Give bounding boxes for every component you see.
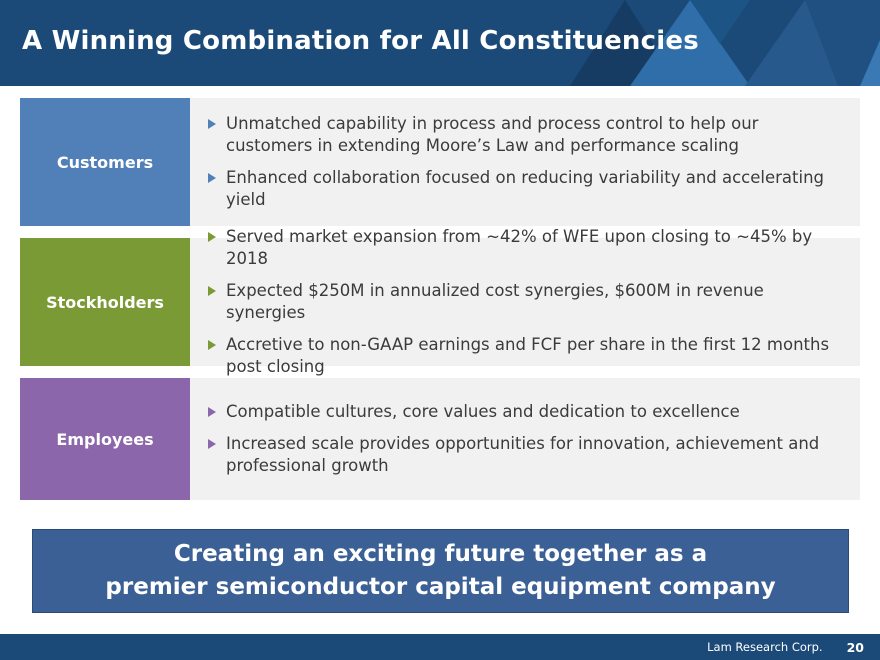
bullet-text: Increased scale provides opportunities for innovation, achievement and professional growth xyxy=(226,434,820,475)
section-body-stockholders xyxy=(190,227,860,376)
bullet-text: Accretive to non-GAAP earnings and FCF per share in the first 12 months post closing xyxy=(226,334,830,376)
bullet-item xyxy=(208,280,844,324)
bullet-item xyxy=(208,334,844,378)
section-body-employees xyxy=(190,378,860,500)
section-label-stockholders: Stockholders xyxy=(20,238,190,366)
bullet-item xyxy=(208,433,844,477)
section-label-customers: Customers xyxy=(20,98,190,226)
slide-header xyxy=(0,0,880,86)
footer-company-name: Lam Research Corp. xyxy=(707,640,823,654)
section-customers xyxy=(20,98,860,226)
bullet-text: Served market expansion from ~42% of WFE upon closing to ~45% by 2018 xyxy=(226,227,813,269)
banner-line-1: Creating an exciting future together as a xyxy=(173,541,708,568)
bullet-triangle-icon xyxy=(208,439,216,449)
bullet-triangle-icon xyxy=(208,407,216,417)
bullet-text: Expected $250M in annualized cost synergies, $600M in revenue synergies xyxy=(226,281,764,322)
bullet-item xyxy=(208,226,844,270)
closing-banner xyxy=(32,529,849,613)
bullet-text: Unmatched capability in process and process control to help our customers in extending Moore’s Law and performance scaling xyxy=(226,114,759,156)
banner-line-2: premier semiconductor capital equipment company xyxy=(105,574,776,600)
bullet-item xyxy=(208,113,844,157)
bullet-triangle-icon xyxy=(208,119,216,129)
bullet-text: Compatible cultures, core values and dedication to excellence xyxy=(226,402,740,422)
slide-footer xyxy=(0,634,880,660)
page-title: A Winning Combination for All Constituencies xyxy=(22,26,699,56)
bullet-triangle-icon xyxy=(208,286,216,296)
bullet-triangle-icon xyxy=(208,232,216,242)
section-body-customers xyxy=(190,98,860,226)
bullet-text: Enhanced collaboration focused on reducing variability and accelerating yield xyxy=(226,168,825,209)
section-employees xyxy=(20,378,860,500)
section-stockholders xyxy=(20,227,860,376)
footer-page-number: 20 xyxy=(846,639,864,655)
section-label-employees: Employees xyxy=(20,378,190,500)
bullet-triangle-icon xyxy=(208,173,216,183)
bullet-triangle-icon xyxy=(208,340,216,350)
bullet-item xyxy=(208,401,844,423)
bullet-item xyxy=(208,167,844,211)
